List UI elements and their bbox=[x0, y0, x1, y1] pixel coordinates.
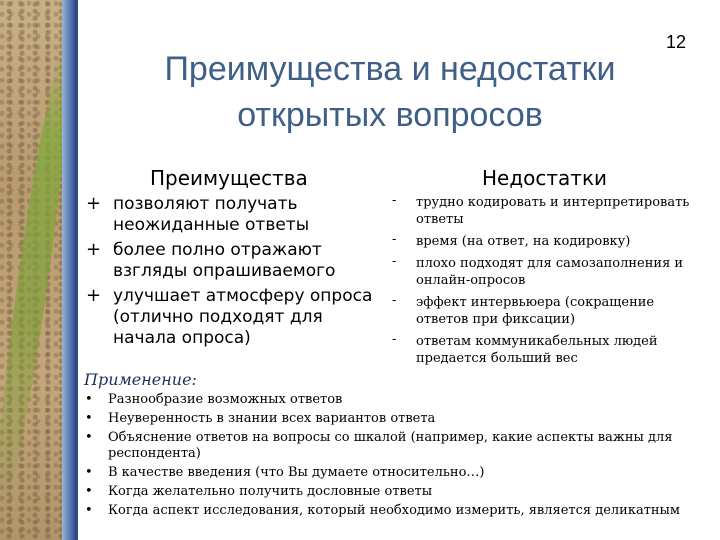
slide-title-line2: открытых вопросов bbox=[237, 96, 543, 134]
disadvantage-text: время (на ответ, на кодировку) bbox=[416, 234, 631, 249]
usage-item bbox=[84, 484, 710, 500]
bullet-icon: • bbox=[85, 484, 93, 499]
disadvantage-item bbox=[390, 194, 710, 228]
advantage-text: улучшает атмосферу опроса (отлично подходят для начала опроса) bbox=[113, 286, 373, 348]
usage-heading: Применение: bbox=[84, 370, 197, 389]
minus-icon: - bbox=[392, 293, 397, 308]
disadvantage-text: трудно кодировать и интерпретировать ответы bbox=[416, 195, 690, 227]
decorative-sand-sidebar bbox=[0, 0, 62, 540]
plus-icon: + bbox=[86, 193, 102, 214]
slide-number: 12 bbox=[666, 32, 687, 52]
disadvantages-heading: Недостатки bbox=[482, 166, 608, 190]
disadvantage-item bbox=[390, 294, 710, 328]
disadvantage-text: ответам коммуникабельных людей предается больший вес bbox=[416, 334, 658, 366]
usage-item bbox=[84, 430, 710, 462]
usage-text: Когда аспект исследования, который необходимо измерить, является деликатным bbox=[108, 503, 681, 518]
bullet-icon: • bbox=[85, 430, 93, 445]
usage-item bbox=[84, 392, 710, 408]
advantage-item bbox=[86, 194, 386, 236]
bullet-icon: • bbox=[85, 411, 93, 426]
bullet-icon: • bbox=[85, 503, 93, 518]
minus-icon: - bbox=[392, 232, 397, 247]
disadvantage-text: плохо подходят для самозаполнения и онлайн-опросов bbox=[416, 256, 684, 288]
disadvantage-item bbox=[390, 255, 710, 289]
slide-title-line1: Преимущества и недостатки bbox=[164, 50, 616, 88]
bullet-icon: • bbox=[85, 392, 93, 407]
usage-item bbox=[84, 503, 710, 519]
disadvantage-item bbox=[390, 333, 710, 367]
usage-text: Неуверенность в знании всех вариантов ответа bbox=[108, 411, 436, 426]
usage-text: Разнообразие возможных ответов bbox=[108, 392, 343, 407]
usage-text: В качестве введения (что Вы думаете относительно…) bbox=[108, 465, 485, 480]
advantage-text: более полно отражают взгляды опрашиваемого bbox=[113, 240, 336, 281]
disadvantages-list bbox=[390, 194, 710, 372]
usage-list bbox=[84, 392, 710, 522]
decorative-blue-stripe-dark bbox=[74, 0, 78, 540]
advantage-text: позволяют получать неожиданные ответы bbox=[113, 194, 310, 235]
bullet-icon: • bbox=[85, 465, 93, 480]
usage-text: Объяснение ответов на вопросы со шкалой (например, какие аспекты важны для респондента) bbox=[108, 430, 673, 461]
usage-text: Когда желательно получить дословные ответы bbox=[108, 484, 433, 499]
decorative-blue-stripe bbox=[62, 0, 74, 540]
disadvantage-text: эффект интервьюера (сокращение ответов при фиксации) bbox=[416, 295, 655, 327]
minus-icon: - bbox=[392, 254, 397, 269]
plus-icon: + bbox=[86, 239, 102, 260]
usage-item bbox=[84, 465, 710, 481]
minus-icon: - bbox=[392, 332, 397, 347]
advantages-heading: Преимущества bbox=[150, 166, 308, 190]
disadvantage-item bbox=[390, 233, 710, 250]
minus-icon: - bbox=[392, 193, 397, 208]
plus-icon: + bbox=[86, 285, 102, 306]
usage-item bbox=[84, 411, 710, 427]
advantages-list bbox=[86, 194, 386, 353]
slide-title bbox=[120, 46, 660, 138]
advantage-item bbox=[86, 240, 386, 282]
advantage-item bbox=[86, 286, 386, 349]
